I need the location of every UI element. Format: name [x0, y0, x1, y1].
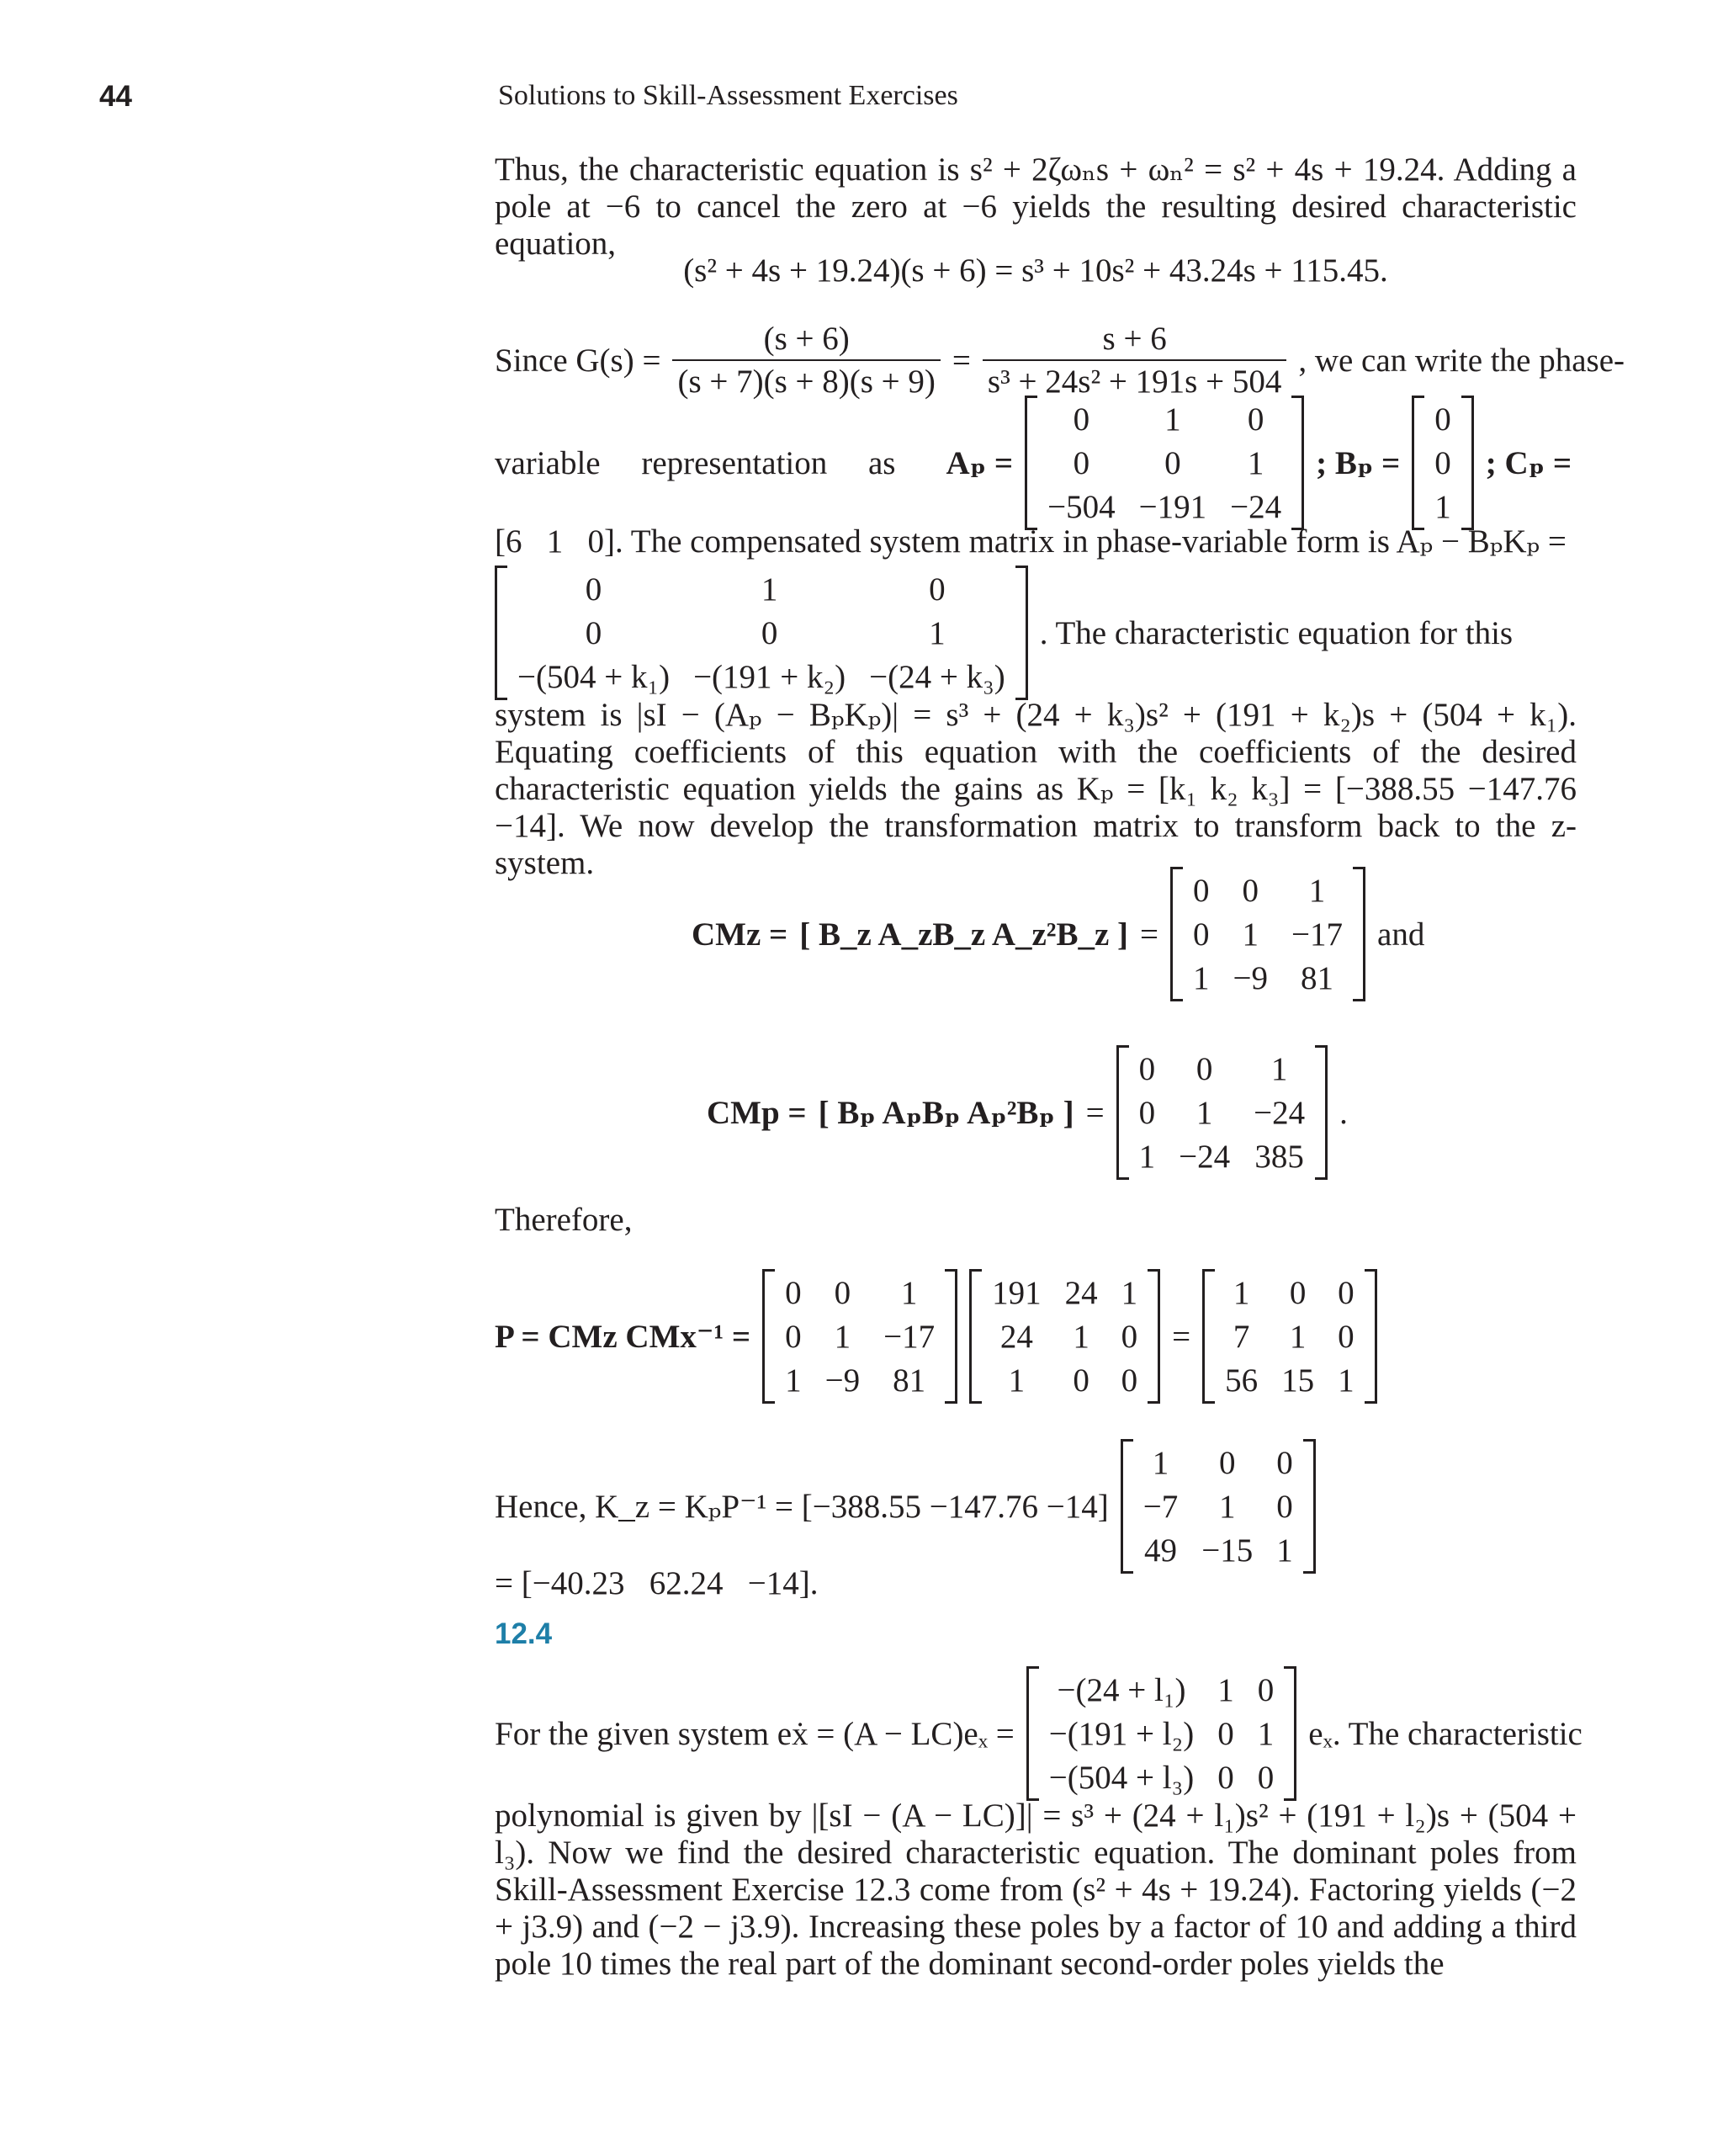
- compensated-matrix-row: [495, 566, 1524, 700]
- matrix-cell: 0: [1121, 1318, 1138, 1355]
- CMp-label: CMp =: [707, 1094, 807, 1131]
- matrix-cell: 1: [1152, 1444, 1169, 1481]
- matrix-cell: 0: [1257, 1759, 1275, 1796]
- therefore-text: Therefore,: [495, 1202, 633, 1238]
- equals-sign: =: [952, 342, 971, 379]
- for-suffix: eₓ. The characteristic: [1308, 1715, 1583, 1752]
- since-prefix: Since G(s) =: [495, 342, 661, 379]
- matrix-cell: 0: [1276, 1488, 1293, 1525]
- fraction-denominator: (s + 7)(s + 8)(s + 9): [677, 364, 936, 400]
- matrix-cell: 0: [1289, 1274, 1307, 1311]
- matrix-cell: 0: [1434, 444, 1451, 481]
- matrix-cell: 1: [1193, 959, 1210, 996]
- matrix-cell: 0: [1338, 1274, 1355, 1311]
- matrix-cell: 0: [1073, 401, 1090, 438]
- matrix-cell: −9: [824, 1362, 861, 1399]
- matrix-cell: 0: [585, 571, 602, 608]
- section-heading: 12.4: [495, 1617, 553, 1650]
- matrix-cell: −7: [1142, 1488, 1179, 1525]
- matrix-cell: −(191 + k₂): [693, 658, 846, 695]
- matrix-cell: 0: [1217, 1715, 1234, 1752]
- matrix-cell: 0: [1257, 1671, 1275, 1708]
- matrix-CMz: [1170, 867, 1365, 1001]
- matrix-cell: −(24 + l₁): [1057, 1671, 1186, 1708]
- since-suffix: , we can write the phase-: [1298, 342, 1625, 379]
- matrix-cell: 0: [1434, 401, 1451, 438]
- matrix-cell: 0: [1138, 1094, 1156, 1131]
- matrix-cell: 0: [1193, 916, 1210, 953]
- matrix-P-result: [1202, 1269, 1377, 1404]
- matrix-cell: 49: [1144, 1532, 1177, 1569]
- matrix-cell: −(504 + l₃): [1048, 1759, 1195, 1796]
- matrix-cell: 1: [929, 614, 946, 651]
- matrix-cell: 24: [999, 1318, 1033, 1355]
- transfer-fraction-factored: [672, 320, 940, 401]
- matrix-CMp: [1116, 1045, 1328, 1180]
- matrix-cell: 81: [1301, 959, 1334, 996]
- Ap-label: Aₚ =: [946, 445, 1014, 481]
- matrix-cell: 1: [1195, 1094, 1213, 1131]
- matrix-cell: 1: [1138, 1138, 1156, 1175]
- matrix-cell: 56: [1225, 1362, 1259, 1399]
- matrix-P-factor-1: [762, 1269, 957, 1404]
- matrix-cell: 1: [900, 1274, 918, 1311]
- paragraph-gains: system is |sI − (Aₚ − BₚKₚ)| = s³ + (24 + k₃)s² + (191 + k₂)s + (504 + k₁). Equating coefficients of this equation with the coefficients of the desired characteristic equation yields the gains as Kₚ = [k₁ k₂ k₃] = [−388.55 −147.76 −14]. We now develop the transformation matrix to transform back to the z-system.: [495, 697, 1577, 881]
- hence-label: Hence, K_z = KₚP⁻¹ = [−388.55 −147.76 −14]: [495, 1488, 1109, 1525]
- matrix-cell: 0: [1219, 1444, 1236, 1481]
- matrix-cell: −9: [1233, 959, 1269, 996]
- matrix-cell: −191: [1138, 488, 1207, 525]
- matrix-P-factor-2: [969, 1269, 1160, 1404]
- matrix-cell: 1: [1073, 1318, 1089, 1355]
- Bp-label: ; Bₚ =: [1316, 445, 1401, 481]
- matrix-cell: −15: [1201, 1532, 1254, 1569]
- observer-error-row: [495, 1666, 1594, 1801]
- matrix-cell: 1: [1308, 872, 1326, 909]
- matrix-cell: −(191 + l₂): [1048, 1715, 1195, 1752]
- matrix-cell: 0: [1242, 872, 1259, 909]
- fraction-denominator: s³ + 24s² + 191s + 504: [987, 364, 1282, 400]
- matrix-cell: 0: [1073, 1362, 1089, 1399]
- matrix-cell: 1: [1276, 1532, 1293, 1569]
- matrix-cell: 0: [1121, 1362, 1138, 1399]
- matrix-cell: 0: [1217, 1759, 1234, 1796]
- CMp-suffix: .: [1339, 1094, 1348, 1131]
- paragraph-observer-poles: polynomial is given by |[sI − (A − LC)]| = s³ + (24 + l₁)s² + (191 + l₂)s + (504 + l₃). Now we find the desired characteristic equation. The dominant poles from Skill-Assessment Exercise 12.3 come from (s² + 4s + 19.24). Factoring yields (−2 + j3.9) and (−2 − j3.9). Increasing these poles by a factor of 10 and adding a third pole 10 times the real part of the dominant second-order poles yields the: [495, 1798, 1577, 1982]
- matrix-P-inverse: [1121, 1439, 1316, 1574]
- matrix-cell: 1: [1270, 1050, 1288, 1087]
- matrix-compensated-system: [495, 566, 1028, 700]
- matrix-cell: 0: [834, 1274, 851, 1311]
- matrix-cell: 81: [893, 1362, 926, 1399]
- matrix-cell: 385: [1254, 1138, 1304, 1175]
- matrix-cell: −17: [883, 1318, 936, 1355]
- paragraph-characteristic-equation: Thus, the characteristic equation is s² + 2ζωₙs + ωₙ² = s² + 4s + 19.24. Adding a pole at −6 to cancel the zero at −6 yields the resulting desired characteristic equation,: [495, 151, 1577, 262]
- matrix-cell: 7: [1233, 1318, 1250, 1355]
- matrix-cell: 0: [1338, 1318, 1355, 1355]
- matrix-A-minus-LC: [1026, 1666, 1296, 1801]
- matrix-cell: 0: [785, 1274, 802, 1311]
- representation-words: variable representation as: [495, 444, 896, 481]
- CMz-suffix: and: [1377, 916, 1425, 953]
- transformation-matrix-row: P = CMz CMx⁻¹ = 0 0 1 0 1 −17 1 −9 81 191 24 1 24 1 0 1 0 0 = 1 0 0 7 1 0 56 15 1: [495, 1269, 1389, 1404]
- matrix-cell: 1: [1217, 1671, 1234, 1708]
- matrix-cell: −17: [1291, 916, 1344, 953]
- matrix-cell: 15: [1281, 1362, 1315, 1399]
- running-head: Solutions to Skill-Assessment Exercises: [498, 80, 958, 111]
- P-label: P = CMz CMx⁻¹ =: [495, 1319, 751, 1355]
- compensated-suffix: . The characteristic equation for this: [1039, 614, 1514, 651]
- matrix-cell: 1: [1219, 1488, 1236, 1525]
- matrix-cell: 0: [1073, 444, 1090, 481]
- page-number: 44: [99, 80, 132, 113]
- matrix-cell: 0: [1164, 444, 1181, 481]
- fraction-numerator: (s + 6): [672, 320, 940, 361]
- matrix-cell: 1: [785, 1362, 802, 1399]
- CMp-block: [ Bₚ AₚBₚ Aₚ²Bₚ ]: [818, 1095, 1074, 1131]
- matrix-cell: 24: [1064, 1274, 1098, 1311]
- matrix-cell: 1: [1164, 401, 1181, 438]
- gain-result: = [−40.23 62.24 −14].: [495, 1565, 819, 1601]
- phase-variable-representation-row: [495, 396, 1583, 530]
- matrix-cell: 0: [1193, 872, 1210, 909]
- matrix-cell: 0: [929, 571, 946, 608]
- matrix-cell: 1: [1008, 1362, 1026, 1399]
- matrix-cell: 191: [992, 1274, 1042, 1311]
- matrix-cell: 0: [761, 614, 778, 651]
- transfer-fraction-expanded: [983, 320, 1286, 401]
- matrix-cell: 1: [834, 1318, 851, 1355]
- matrix-cell: −24: [1230, 488, 1282, 525]
- equation-desired-characteristic: (s² + 4s + 19.24)(s + 6) = s³ + 10s² + 43.24s + 115.45.: [683, 252, 1388, 289]
- matrix-cell: 0: [585, 614, 602, 651]
- matrix-cell: 1: [1121, 1274, 1138, 1311]
- Cp-label: ; Cₚ =: [1485, 445, 1572, 481]
- matrix-cell: 0: [1138, 1050, 1156, 1087]
- matrix-cell: −24: [1179, 1138, 1231, 1175]
- matrix-cell: 1: [1434, 488, 1451, 525]
- matrix-cell: 1: [1233, 1274, 1250, 1311]
- gain-transform-row: [495, 1439, 1328, 1574]
- CMz-block: [ B_z A_zB_z A_z²B_z ]: [799, 916, 1129, 953]
- fraction-numerator: s + 6: [983, 320, 1286, 361]
- matrix-cell: −(24 + k₃): [869, 658, 1005, 695]
- matrix-cell: 0: [1276, 1444, 1293, 1481]
- matrix-cell: −(504 + k₁): [517, 658, 671, 695]
- matrix-cell: 1: [1289, 1318, 1307, 1355]
- matrix-cell: −504: [1047, 488, 1116, 525]
- matrix-cell: 0: [1247, 401, 1264, 438]
- compensated-system-line: [6 1 0]. The compensated system matrix in phase-variable form is Aₚ − BₚKₚ =: [495, 523, 1567, 560]
- matrix-Ap: [1025, 396, 1304, 530]
- for-prefix: For the given system eẋ = (A − LC)eₓ =: [495, 1715, 1015, 1752]
- CMz-label: CMz =: [692, 916, 788, 953]
- matrix-cell: 1: [1338, 1362, 1355, 1399]
- matrix-cell: −24: [1254, 1094, 1306, 1131]
- matrix-cell: 0: [785, 1318, 802, 1355]
- controllability-matrix-p-row: CMp = [ Bₚ AₚBₚ Aₚ²Bₚ ] = 0 0 1 0 1 −24 1 −24 385 .: [707, 1045, 1360, 1180]
- transfer-function-row: [495, 320, 1636, 401]
- matrix-cell: 1: [1247, 444, 1264, 481]
- matrix-cell: 0: [1195, 1050, 1213, 1087]
- controllability-matrix-z-row: CMz = [ B_z A_zB_z A_z²B_z ] = 0 0 1 0 1 −17 1 −9 81 and: [692, 867, 1436, 1001]
- matrix-cell: 1: [761, 571, 778, 608]
- matrix-cell: 1: [1257, 1715, 1275, 1752]
- matrix-cell: 1: [1242, 916, 1259, 953]
- matrix-Bp: [1412, 396, 1474, 530]
